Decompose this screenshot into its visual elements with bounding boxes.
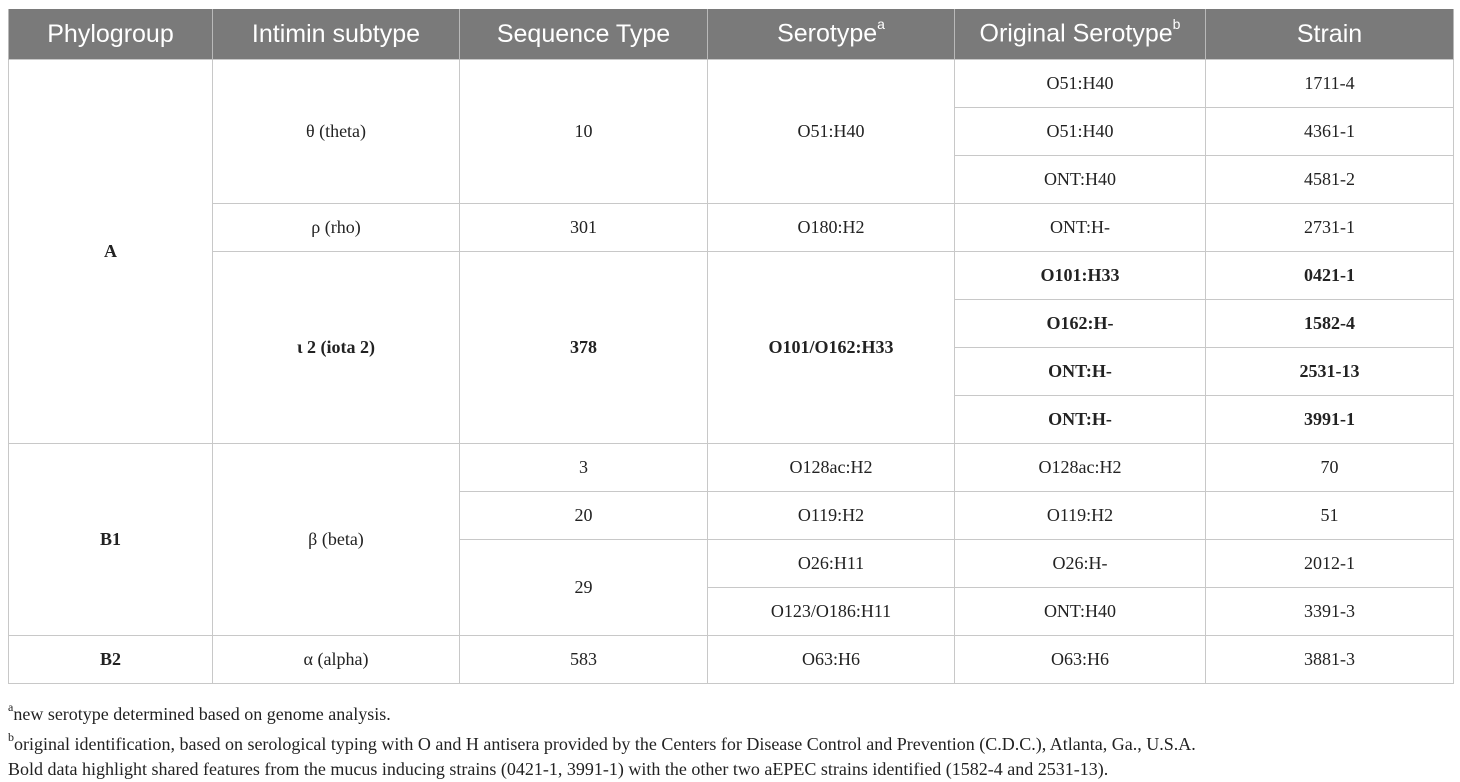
header-row	[9, 9, 1454, 60]
intimin-subtype-cell: β (beta)	[213, 444, 460, 636]
intimin-subtype-cell: θ (theta)	[213, 60, 460, 204]
serotype-cell: O119:H2	[708, 492, 955, 540]
strain-cell: 70	[1206, 444, 1454, 492]
intimin-subtype-cell: ι 2 (iota 2)	[213, 252, 460, 444]
strain-cell: 51	[1206, 492, 1454, 540]
table-row	[9, 252, 1454, 300]
strain-cell: 1711-4	[1206, 60, 1454, 108]
footnote-b	[8, 727, 1196, 757]
phylogroup-cell: B1	[9, 444, 213, 636]
header-strain: Strain	[1206, 9, 1454, 60]
serotype-cell: O128ac:H2	[708, 444, 955, 492]
original-serotype-cell: ONT:H-	[955, 396, 1206, 444]
original-serotype-cell: ONT:H40	[955, 588, 1206, 636]
header-phylogroup: Phylogroup	[9, 9, 213, 60]
header-serotype: Serotype$^a$	[708, 9, 955, 60]
footnote-bold-note: Bold data highlight shared features from the mucus inducing strains (0421-1, 3991-1) with the other two aEPEC strains identified (1582-4 and 2531-13).	[8, 759, 1109, 779]
original-serotype-cell: ONT:H-	[955, 204, 1206, 252]
header-original-serotype: Original Serotype$^b$	[955, 9, 1206, 60]
table-row	[9, 444, 1454, 492]
serotype-table	[8, 9, 1454, 684]
serotype-cell: O101/O162:H33	[708, 252, 955, 444]
original-serotype-cell: ONT:H-	[955, 348, 1206, 396]
header-sequence-type: Sequence Type	[460, 9, 708, 60]
footnote-b-marker: b	[8, 730, 14, 744]
footnote-a-text: new serotype determined based on genome analysis.	[13, 704, 391, 724]
original-serotype-cell: ONT:H40	[955, 156, 1206, 204]
table-footnotes	[8, 697, 1196, 782]
original-serotype-cell: O26:H-	[955, 540, 1206, 588]
strain-cell: 1582-4	[1206, 300, 1454, 348]
footnote-marker-b: b	[1172, 16, 1181, 33]
strain-cell: 4361-1	[1206, 108, 1454, 156]
serotype-cell: O123/O186:H11	[708, 588, 955, 636]
original-serotype-cell: O51:H40	[955, 108, 1206, 156]
table-row	[9, 204, 1454, 252]
original-serotype-cell: O162:H-	[955, 300, 1206, 348]
sequence-type-cell: 3	[460, 444, 708, 492]
sequence-type-cell: 301	[460, 204, 708, 252]
sequence-type-cell: 583	[460, 636, 708, 684]
footnote-b-text: original identification, based on serological typing with O and H antisera provided by the Centers for Disease Control and Prevention (C.D.C.), Atlanta, Ga., U.S.A.	[14, 734, 1196, 754]
footnote-marker-a: a	[877, 16, 885, 33]
original-serotype-cell: O51:H40	[955, 60, 1206, 108]
strain-cell: 3391-3	[1206, 588, 1454, 636]
strain-cell: 2531-13	[1206, 348, 1454, 396]
intimin-subtype-cell: α (alpha)	[213, 636, 460, 684]
footnote-a	[8, 697, 1196, 727]
strain-cell: 2731-1	[1206, 204, 1454, 252]
strain-cell: 3881-3	[1206, 636, 1454, 684]
serotype-cell: O180:H2	[708, 204, 955, 252]
phylogroup-cell: A	[9, 60, 213, 444]
table-row	[9, 636, 1454, 684]
sequence-type-cell: 20	[460, 492, 708, 540]
serotype-cell: O26:H11	[708, 540, 955, 588]
sequence-type-cell: 29	[460, 540, 708, 636]
strain-cell: 0421-1	[1206, 252, 1454, 300]
header-intimin-subtype: Intimin subtype	[213, 9, 460, 60]
sequence-type-cell: 10	[460, 60, 708, 204]
strain-cell: 3991-1	[1206, 396, 1454, 444]
strain-cell: 2012-1	[1206, 540, 1454, 588]
sequence-type-cell: 378	[460, 252, 708, 444]
strain-cell: 4581-2	[1206, 156, 1454, 204]
original-serotype-cell: O128ac:H2	[955, 444, 1206, 492]
table-row	[9, 60, 1454, 108]
serotype-cell: O51:H40	[708, 60, 955, 204]
footnote-a-marker: a	[8, 700, 14, 714]
original-serotype-cell: O119:H2	[955, 492, 1206, 540]
original-serotype-cell: O63:H6	[955, 636, 1206, 684]
phylogroup-cell: B2	[9, 636, 213, 684]
serotype-cell: O63:H6	[708, 636, 955, 684]
original-serotype-cell: O101:H33	[955, 252, 1206, 300]
intimin-subtype-cell: ρ (rho)	[213, 204, 460, 252]
